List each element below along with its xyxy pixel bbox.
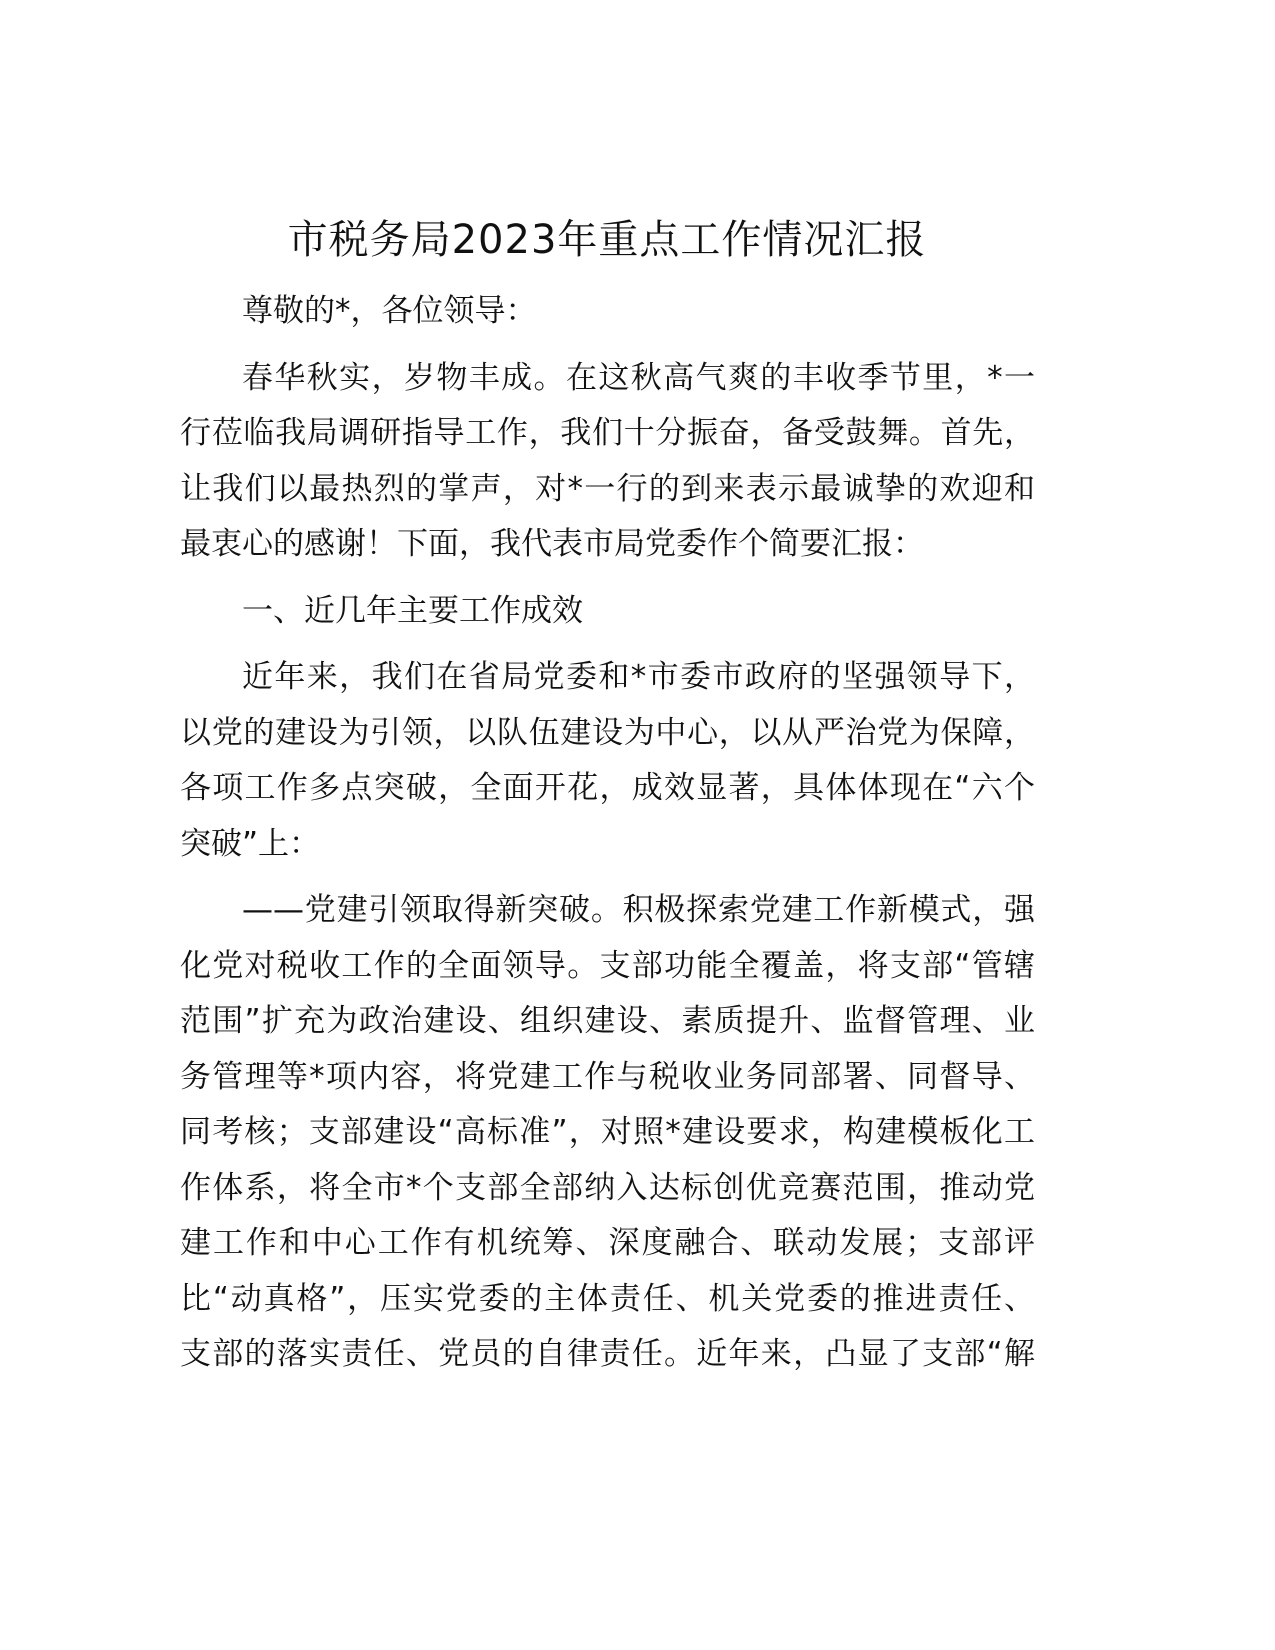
text-line: 建工作和中心工作有机统筹、深度融合、联动发展；支部评 (180, 1225, 1035, 1261)
paragraph (180, 284, 1035, 340)
text-line: 务管理等*项内容，将党建工作与税收业务同部署、同督导、 (180, 1058, 1035, 1095)
document-title: 市税务局2023年重点工作情况汇报 (287, 217, 927, 263)
text-line: 比“动真格”，压实党委的主体责任、机关党委的推进责任、 (180, 1280, 1035, 1317)
paragraph (180, 351, 1035, 573)
text-line: 尊敬的*，各位领导： (242, 293, 537, 329)
text-line: 范围”扩充为政治建设、组织建设、素质提升、监督管理、业 (180, 1003, 1035, 1039)
text-line: 以党的建设为引领，以队伍建设为中心，以从严治党为保障， (180, 714, 1035, 751)
text-line: 各项工作多点突破，全面开花，成效显著，具体体现在“六个 (180, 770, 1035, 806)
text-line: 作体系，将全市*个支部全部纳入达标创优竞赛范围，推动党 (180, 1169, 1035, 1206)
text-line: 近年来，我们在省局党委和*市委市政府的坚强领导下， (242, 659, 1035, 695)
text-line: 化党对税收工作的全面领导。支部功能全覆盖，将支部“管辖 (180, 947, 1035, 984)
text-line: 让我们以最热烈的掌声，对*一行的到来表示最诚挚的欢迎和 (180, 470, 1035, 507)
document-body (180, 284, 1035, 1394)
text-line: 春华秋实，岁物丰成。在这秋高气爽的丰收季节里，*一 (242, 359, 1035, 396)
paragraph (180, 650, 1035, 872)
text-line: 突破”上： (180, 825, 321, 862)
text-line: 行莅临我局调研指导工作，我们十分振奋，备受鼓舞。首先， (180, 415, 1035, 451)
text-line: 支部的落实责任、党员的自律责任。近年来，凸显了支部“解 (180, 1336, 1035, 1372)
text-line: ——党建引领取得新突破。积极探索党建工作新模式，强 (242, 892, 1035, 928)
text-line: 一、近几年主要工作成效 (242, 592, 583, 629)
text-line: 最衷心的感谢！下面，我代表市局党委作个简要汇报： (180, 526, 924, 562)
paragraph (180, 584, 1035, 640)
paragraph (180, 883, 1035, 1383)
text-line: 同考核；支部建设“高标准”，对照*建设要求，构建模板化工 (180, 1114, 1035, 1150)
